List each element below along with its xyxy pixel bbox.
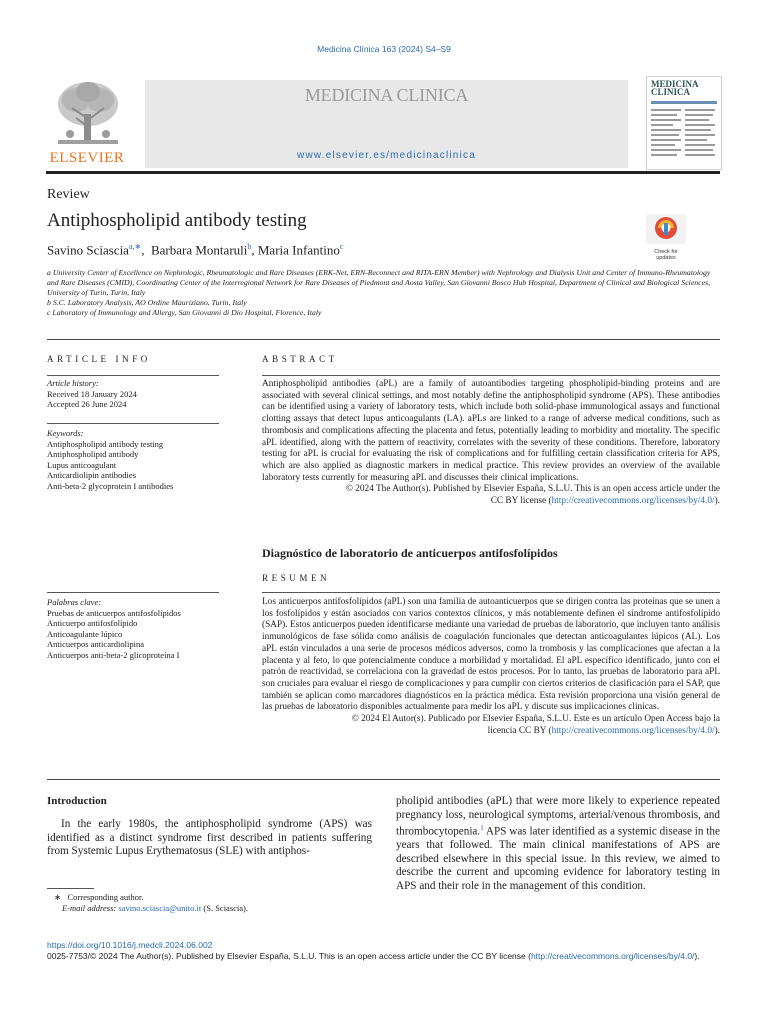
abstract-rule (262, 375, 720, 376)
license-link[interactable]: http://creativecommons.org/licenses/by/4.0/ (551, 496, 715, 507)
accepted-date: Accepted 26 June 2024 (47, 399, 127, 409)
spanish-title: Diagnóstico de laboratorio de anticuerpos antifosfolípidos (262, 546, 558, 560)
crossmark-icon (646, 214, 686, 244)
license-close: ). (714, 496, 720, 507)
keyword: Lupus anticoagulant (47, 459, 117, 470)
footer-license-close: ). (694, 951, 700, 961)
abstract-license (262, 496, 720, 508)
abstract-text: Antiphospholipid antibodies (aPL) are a family of autoantibodies targeting phospholipid-binding proteins and are associated with several clinical settings, and most notably define the antiphospholipid syndrome (APS). These antibodies can be identified using a variety of laboratory tests, which include both solid-phase immunological assays and functional clotting assays that detect lupus anticoagulants (LA). aPLs are linked to a range of adverse medical conditions, such as thrombosis and complications affecting the placenta and fetus, potentially leading to morbidity and mortality. The specific aPL identified, along with the pattern of reactivity, correlates with the severity of these conditions. Therefore, laboratory testing for aPL is crucial for evaluating the risk of complications and for fulfilling certain classification criteria for APS, which are also applied as diagnostic markers in medical practice. This review provides an overview of the available laboratory tests currently for measuring aPL and discusses their clinical implications. (262, 379, 720, 483)
license-text: CC BY license ( (490, 496, 552, 507)
keyword: Antiphospholipid antibody (47, 449, 139, 459)
affiliations (47, 268, 722, 318)
palabra-clave: Pruebas de anticuerpos antifosfolípidos (47, 607, 181, 618)
doi-link[interactable]: https://doi.org/10.1016/j.medcli.2024.06.002 (47, 940, 213, 950)
introduction-heading: Introduction (47, 795, 107, 807)
abstract-heading: ABSTRACT (262, 354, 338, 364)
palabras-rule (47, 592, 219, 593)
email-owner: (S. Sciascia). (201, 903, 249, 913)
journal-banner (145, 80, 628, 168)
keyword: Antiphospholipid antibody testing (47, 438, 164, 449)
affiliation-a: a University Center of Excellence on Nephrologic, Rheumatologic and Rare Diseases (ERK-Net, ERN-Reconnect and RITA-ERN Member) with Nephrology and Dialysis Unit and Center of Immuno-Rheumatology and Rare Diseases (CMID), Coordinating Center of the Interregional Network for Rare Diseases of Piedmont and Aosta Valley, San Giovanni Bosco Hub Hospital, Department of Clinical and Biological Sciences, University of Turin, Turin, Italy (47, 268, 711, 297)
received-date: Received 18 January 2024 (47, 388, 137, 399)
resumen-body (262, 597, 720, 737)
reference-link[interactable]: 1 (480, 824, 484, 832)
corresponding-label: Corresponding author. (67, 892, 144, 902)
journal-url-link[interactable]: www.elsevier.es/medicinaclinica (297, 150, 476, 161)
resumen-heading: RESUMEN (262, 573, 331, 583)
email-link[interactable]: savino.sciascia@unito.it (118, 903, 202, 913)
affiliation-b: b S.C. Laboratory Analysis, AO Ordine Mauriziano, Turin, Italy (47, 298, 247, 307)
cover-title: MEDICINA CLINICA (651, 79, 699, 97)
article-type: Review (47, 187, 90, 202)
elsevier-wordmark: ELSEVIER (49, 150, 125, 166)
keywords-label: Keywords: (47, 428, 84, 438)
keywords-list (47, 428, 173, 491)
article-history (47, 378, 137, 410)
author-name: Savino Sciascia (47, 242, 129, 258)
author-affiliation-mark[interactable]: c (339, 242, 344, 251)
corresponding-author-footnote (54, 892, 248, 914)
article-title: Antiphospholipid antibody testing (47, 210, 307, 231)
check-for-updates-label: Check for updates (654, 249, 678, 261)
palabra-clave: Anticuerpos anti-beta-2 glicoproteína I (47, 649, 180, 660)
licencia-link[interactable]: http://creativecommons.org/licenses/by/4.0/ (551, 725, 715, 736)
licencia-text: licencia CC BY ( (487, 725, 552, 736)
body-column-right (396, 795, 720, 893)
palabra-clave: Anticuerpos anticardiolipina (47, 639, 145, 649)
footnote-rule (47, 888, 94, 889)
palabras-label: Palabras clave: (47, 597, 102, 607)
intro-paragraph-rest: APS was later identified as a systemic disease in the years that followed. The main clinical manifestations of APS are described elsewhere in this special issue. In this review, we aimed to describe the current and upcoming evidence for laboratory testing in APS and their role in the management of this condition. (396, 825, 720, 892)
history-label: Article history: (47, 378, 99, 388)
intro-paragraph-start: In the early 1980s, the antiphospholipid syndrome (APS) was identified as a distinct syndrome first described in patients suffering from Systemic Lupus Erythematosus (SLE) with antiphos- (47, 818, 372, 857)
abstract-body (262, 379, 720, 508)
body-column-left (47, 818, 372, 859)
author-name: Barbara Montaruli (150, 242, 248, 258)
email-label: E-mail address: (62, 903, 117, 913)
abstract-end-rule (47, 779, 720, 780)
header-rule (46, 171, 720, 174)
history-rule (47, 423, 219, 424)
footer-license-text: 0025-7753/© 2024 The Author(s). Published by Elsevier España, S.L.U. This is an open access article under the CC BY license ( (47, 951, 531, 961)
elsevier-logo (46, 78, 128, 166)
keyword: Anti-beta-2 glycoprotein I antibodies (47, 480, 174, 491)
resumen-rule (262, 592, 720, 593)
journal-name: MEDICINA CLINICA (304, 85, 469, 105)
resumen-text: Los anticuerpos antifosfolípidos (aPL) son una familia de autoanticuerpos que se dirigen contra las proteínas que se unen a los fosfolípidos y están asociados con varios contextos clínicos, y más notablemente definen el síndrome antifosfolípido (SAP). Estos anticuerpos pueden identificarse mediante una variedad de pruebas de laboratorio, que incluyen tanto análisis inmunológicos de fase sólida como análisis de coagulación funcionales que detectan anticoagulantes lúpicos (AL). Los aPL están vinculados a una serie de procesos médicos adversos, como la trombosis y las complicaciones que afectan a la placenta y al feto, lo que potencialmente conduce a morbilidad y mortalidad. El aPL específico identificado, junto con el patrón de reactividad, se correlaciona con la gravedad de estos procesos. Por lo tanto, las pruebas de laboratorio para aPL son cruciales para evaluar el riesgo de complicaciones y para cumplir con ciertos criterios de clasificación para el SAP, que también se aplican como marcadores diagnósticos en la práctica médica. Esta revisión proporciona una visión general de las pruebas de laboratorio disponibles actualmente para medir los aPL y discute sus implicaciones clínicas. (262, 597, 720, 713)
palabras-clave-list (47, 597, 181, 660)
abstract-copyright: © 2024 The Author(s). Published by Elsevier España, S.L.U. This is an open access article under the (345, 484, 720, 495)
author-affiliation-mark[interactable]: a,∗ (128, 242, 142, 251)
footer-license (47, 951, 712, 962)
keyword: Anticardiolipin antibodies (47, 470, 136, 480)
footer-license-link[interactable]: http://creativecommons.org/licenses/by/4.0/ (530, 951, 695, 961)
article-info-heading: ARTICLE INFO (47, 354, 151, 364)
check-for-updates-badge[interactable] (646, 214, 686, 261)
author-name: Maria Infantino (257, 242, 340, 258)
resumen-license (262, 726, 720, 738)
author-affiliation-mark[interactable]: b (247, 242, 252, 251)
journal-cover-thumbnail (646, 76, 722, 170)
cover-lines-icon (651, 101, 717, 165)
elsevier-tree-icon (54, 78, 122, 148)
resumen-copyright: © 2024 El Autor(s). Publicado por Elsevier España, S.L.U. Este es un artículo Open Access bajo la (351, 714, 720, 725)
affiliation-rule (47, 339, 720, 340)
footnote-mark: ∗ (54, 892, 62, 902)
palabra-clave: Anticoagulante lúpico (47, 628, 123, 639)
palabra-clave: Anticuerpo antifosfolípido (47, 618, 138, 628)
info-rule (47, 375, 219, 376)
author-list: Savino Sciascia$^{a,∗}$, Barbara Montaruli$^b$, Maria Infantino$^c$ (47, 242, 344, 258)
intro-paragraph-cont: pholipid antibodies (aPL) that were more likely to experience repeated pregnancy loss, neurological symptoms, arterial/venous thrombosis, and thrombocytopenia. (396, 795, 720, 838)
licencia-close: ). (714, 725, 720, 736)
journal-citation[interactable]: Medicina Clínica 163 (2024) S4–S9 (317, 44, 451, 54)
affiliation-c: c Laboratory of Immunology and Allergy, San Giovanni di Dio Hospital, Florence, Italy (47, 308, 322, 317)
